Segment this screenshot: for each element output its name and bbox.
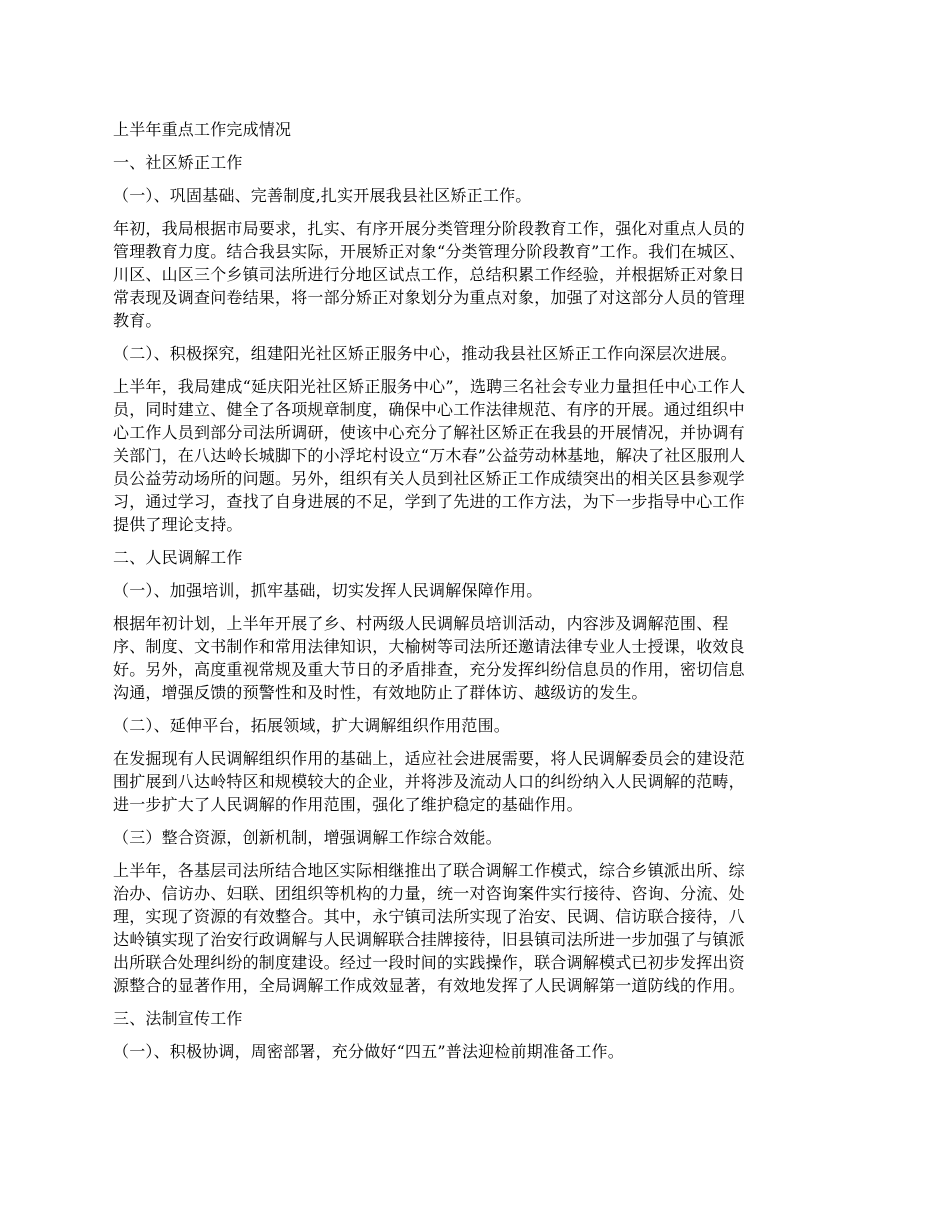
subheading-2-1: （一）、加强培训，抓牢基础，切实发挥人民调解保障作用。 — [113, 581, 543, 600]
section-heading-3: 三、法制宣传工作 — [113, 1009, 243, 1028]
paragraph-line: 达岭镇实现了治安行政调解与人民调解联合挂牌接待，旧县镇司法所进一步加强了与镇派 — [113, 930, 745, 949]
paragraph-line: 教育。 — [113, 311, 162, 330]
document-title: 上半年重点工作完成情况 — [113, 120, 292, 139]
paragraph-line: 心工作人员到部分司法所调研，使该中心充分了解社区矫正在我县的开展情况，并协调有 — [113, 423, 745, 442]
subheading-2-3: （三）整合资源，创新机制，增强调解工作综合效能。 — [113, 828, 502, 847]
paragraph-line: 习，通过学习，查找了自身进展的不足，学到了先进的工作方法，为下一步指导中心工作 — [113, 492, 745, 511]
paragraph-line: 治办、信访办、妇联、团组织等机构的力量，统一对咨询案件实行接待、咨询、分流、处 — [113, 884, 745, 903]
paragraph-line: 出所联合处理纠纷的制度建设。经过一段时间的实践操作，联合调解模式已初步发挥出资 — [113, 953, 745, 972]
subheading-1-2: （二）、积极探究，组建阳光社区矫正服务中心，推动我县社区矫正工作向深层次进展。 — [113, 344, 737, 363]
section-heading-2: 二、人民调解工作 — [113, 548, 243, 567]
subheading-3-1: （一）、积极协调，周密部署，充分做好“四五”普法迎检前期准备工作。 — [113, 1042, 624, 1061]
paragraph-line: 进一步扩大了人民调解的作用范围，强化了维护稳定的基础作用。 — [113, 795, 583, 814]
subheading-2-2: （二）、延伸平台，拓展领域，扩大调解组织作用范围。 — [113, 716, 511, 735]
paragraph-line: 提供了理论支持。 — [113, 515, 243, 534]
paragraph-line: 年初，我局根据市局要求，扎实、有序开展分类管理分阶段教育工作，强化对重点人员的 — [113, 219, 745, 238]
paragraph-line: 根据年初计划，上半年开展了乡、村两级人民调解员培训活动，内容涉及调解范围、程 — [113, 614, 729, 633]
paragraph-line: 管理教育力度。结合我县实际，开展矫正对象“分类管理分阶段教育”工作。我们在城区、 — [113, 242, 746, 261]
paragraph-line: 上半年，各基层司法所结合地区实际相继推出了联合调解工作模式，综合乡镇派出所、综 — [113, 861, 745, 880]
section-heading-1: 一、社区矫正工作 — [113, 153, 243, 172]
paragraph-line: 在发掘现有人民调解组织作用的基础上，适应社会进展需要，将人民调解委员会的建设范 — [113, 749, 745, 768]
document-page — [113, 118, 841, 1073]
paragraph-1-2 — [113, 375, 841, 536]
paragraph-line: 沟通，增强反馈的预警性和及时性，有效地防止了群体访、越级访的发生。 — [113, 683, 648, 702]
paragraph-line: 理，实现了资源的有效整合。其中，永宁镇司法所实现了治安、民调、信访联合接待，八 — [113, 907, 745, 926]
paragraph-line: 川区、山区三个乡镇司法所进行分地区试点工作，总结积累工作经验，并根据矫正对象日 — [113, 265, 745, 284]
paragraph-line: 序、制度、文书制作和常用法律知识，大榆树等司法所还邀请法律专业人士授课，收效良 — [113, 637, 745, 656]
paragraph-2-1 — [113, 612, 841, 704]
paragraph-2-2 — [113, 747, 841, 816]
subheading-1-1: （一）、巩固基础、完善制度,扎实开展我县社区矫正工作。 — [113, 186, 532, 205]
paragraph-line: 围扩展到八达岭特区和规模较大的企业，并将涉及流动人口的纠纷纳入人民调解的范畴， — [113, 772, 745, 791]
paragraph-line: 关部门，在八达岭长城脚下的小浮坨村设立“万木春”公益劳动林基地，解决了社区服刑人 — [113, 446, 746, 465]
paragraph-line: 源整合的显著作用，全局调解工作成效显著，有效地发挥了人民调解第一道防线的作用。 — [113, 976, 745, 995]
paragraph-line: 常表现及调查问卷结果，将一部分矫正对象划分为重点对象，加强了对这部分人员的管理 — [113, 288, 745, 307]
paragraph-line: 上半年，我局建成“延庆阳光社区矫正服务中心”，选聘三名社会专业力量担任中心工作人 — [113, 377, 746, 396]
paragraph-line: 员，同时建立、健全了各项规章制度，确保中心工作法律规范、有序的开展。通过组织中 — [113, 400, 745, 419]
paragraph-line: 好。另外，高度重视常规及重大节日的矛盾排查，充分发挥纠纷信息员的作用，密切信息 — [113, 660, 745, 679]
paragraph-line: 员公益劳动场所的问题。另外，组织有关人员到社区矫正工作成绩突出的相关区县参观学 — [113, 469, 745, 488]
paragraph-1-1 — [113, 217, 841, 332]
paragraph-2-3 — [113, 859, 841, 997]
